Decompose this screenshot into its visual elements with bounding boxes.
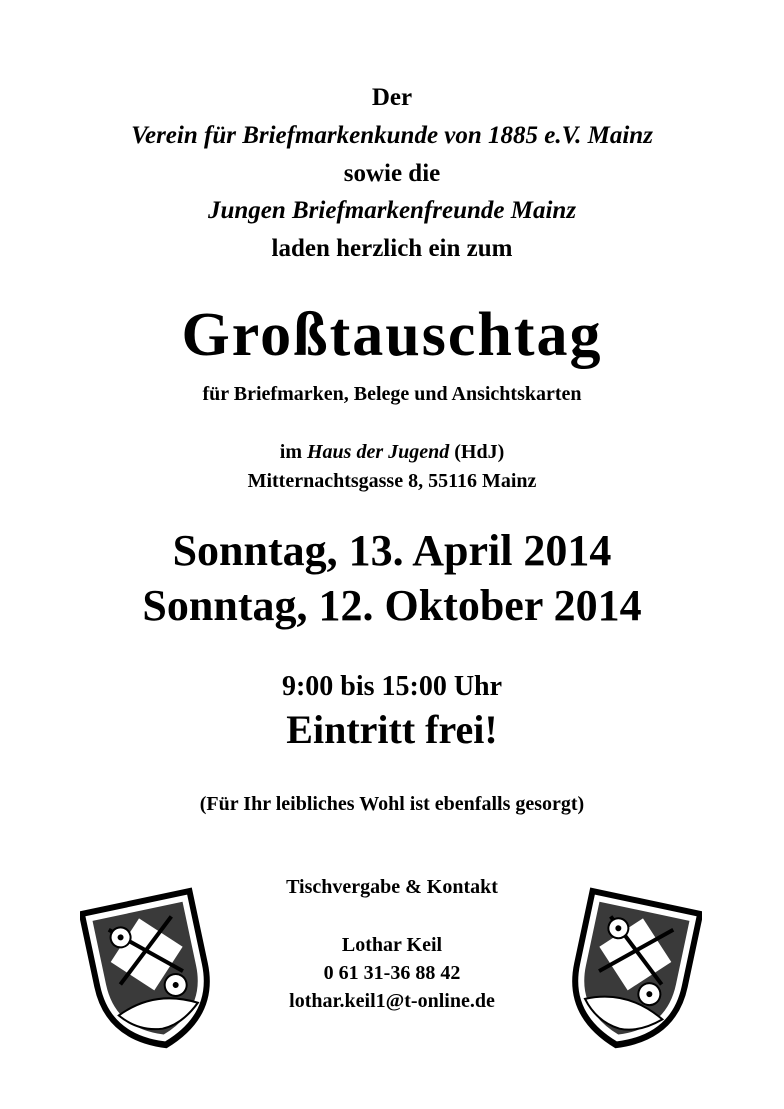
venue-address: Mitternachtsgasse 8, 55116 Mainz xyxy=(247,470,537,492)
intro-der: Der xyxy=(371,84,413,111)
intro-sowie: sowie die xyxy=(343,160,441,187)
venue-line xyxy=(0,441,784,464)
contact-email: lothar.keil1@t-online.de xyxy=(289,990,495,1012)
intro-invitation: laden herzlich ein zum xyxy=(271,235,513,262)
event-time: 9:00 bis 15:00 Uhr xyxy=(281,671,503,702)
contact-phone: 0 61 31-36 88 42 xyxy=(323,962,461,984)
venue-prefix: im xyxy=(279,441,302,463)
coat-of-arms-icon xyxy=(80,880,220,1060)
event-title: Großtauschtag xyxy=(181,301,603,369)
venue-name: Haus der Jugend xyxy=(306,441,450,463)
event-date-2: Sonntag, 12. Oktober 2014 xyxy=(142,581,642,630)
club-name: Verein für Briefmarkenkunde von 1885 e.V. Mainz xyxy=(131,122,653,149)
event-date-1: Sonntag, 13. April 2014 xyxy=(172,526,612,575)
coat-of-arms-icon xyxy=(562,880,702,1060)
venue-abbr: (HdJ) xyxy=(454,441,505,463)
catering-note: (Für Ihr leibliches Wohl ist ebenfalls gesorgt) xyxy=(199,793,585,815)
entry-free: Eintritt frei! xyxy=(286,707,498,752)
youth-club-name: Jungen Briefmarkenfreunde Mainz xyxy=(207,197,577,224)
event-subtitle: für Briefmarken, Belege und Ansichtskarten xyxy=(202,383,582,405)
contact-heading: Tischvergabe & Kontakt xyxy=(286,876,498,898)
contact-name: Lothar Keil xyxy=(341,934,443,956)
